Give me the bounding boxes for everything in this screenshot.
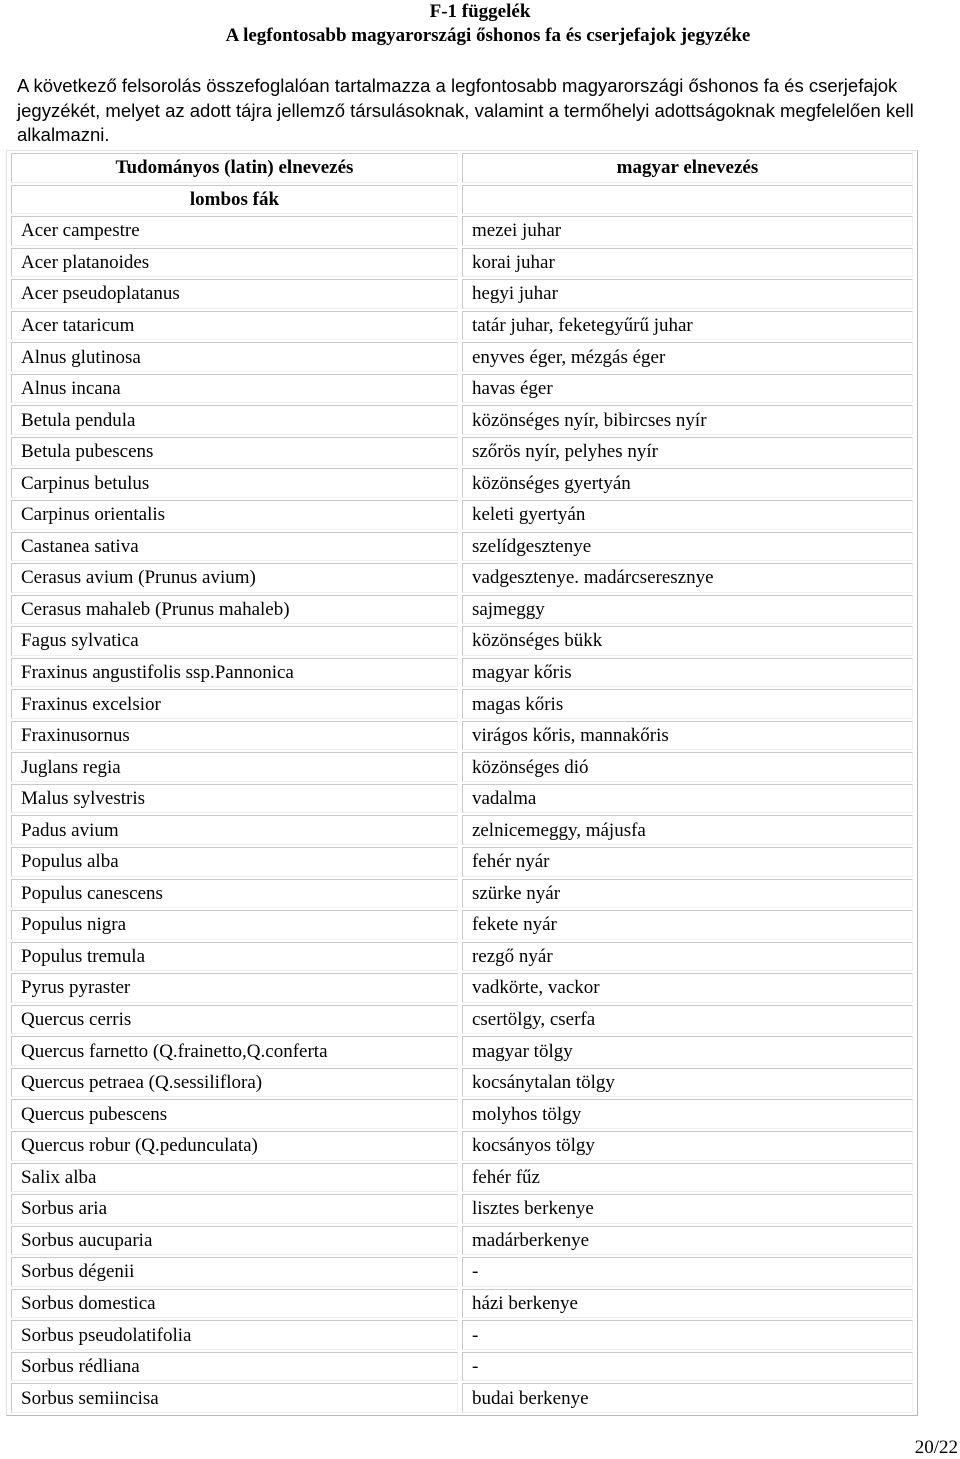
table-row	[11, 1383, 913, 1413]
latin-name-cell: Acer pseudoplatanus	[11, 279, 458, 309]
table-row	[11, 532, 913, 562]
table-row	[11, 1099, 913, 1129]
latin-name-cell: Populus tremula	[11, 942, 458, 972]
table-row	[11, 1289, 913, 1319]
latin-name-cell: Alnus incana	[11, 374, 458, 404]
latin-name-cell: Quercus pubescens	[11, 1099, 458, 1129]
intro-paragraph: A következő felsorolás összefoglalóan tartalmazza a legfontosabb magyarországi őshonos fa és cserjefajok jegyzékét, melyet az adott tájra jellemző társulásoknak, valamint a termőhelyi adottságoknak megfelelően kell alkalmazni.	[17, 75, 914, 145]
table-row	[11, 752, 913, 782]
table-row	[11, 1194, 913, 1224]
latin-name-cell: Fagus sylvatica	[11, 626, 458, 656]
latin-name-cell: Fraxinus excelsior	[11, 689, 458, 719]
latin-name-cell: Juglans regia	[11, 752, 458, 782]
table-row	[11, 847, 913, 877]
latin-name-cell: Betula pubescens	[11, 437, 458, 467]
hungarian-name-cell: mezei juhar	[462, 216, 913, 246]
latin-name-cell: Sorbus semiincisa	[11, 1383, 458, 1413]
hungarian-name-cell: havas éger	[462, 374, 913, 404]
latin-name-cell: Cerasus mahaleb (Prunus mahaleb)	[11, 595, 458, 625]
latin-name-cell: Acer platanoides	[11, 248, 458, 278]
table-row	[11, 1068, 913, 1098]
latin-name-cell: Populus nigra	[11, 910, 458, 940]
latin-name-cell: Salix alba	[11, 1163, 458, 1193]
column-header-hungarian: magyar elnevezés	[462, 153, 913, 183]
column-header-latin: Tudományos (latin) elnevezés	[11, 153, 458, 183]
hungarian-name-cell: kocsánytalan tölgy	[462, 1068, 913, 1098]
table-row	[11, 1005, 913, 1035]
latin-name-cell: Betula pendula	[11, 405, 458, 435]
hungarian-name-cell: zelnicemeggy, májusfa	[462, 815, 913, 845]
table-row	[11, 942, 913, 972]
table-row	[11, 973, 913, 1003]
table-row	[11, 405, 913, 435]
table-row	[11, 1352, 913, 1382]
hungarian-name-cell: -	[462, 1320, 913, 1350]
latin-name-cell: Quercus robur (Q.pedunculata)	[11, 1131, 458, 1161]
latin-name-cell: Sorbus aucuparia	[11, 1226, 458, 1256]
table-row	[11, 500, 913, 530]
latin-name-cell: Sorbus domestica	[11, 1289, 458, 1319]
table-row	[11, 879, 913, 909]
table-row	[11, 216, 913, 246]
latin-name-cell: Sorbus rédliana	[11, 1352, 458, 1382]
hungarian-name-cell: keleti gyertyán	[462, 500, 913, 530]
latin-name-cell: Carpinus betulus	[11, 468, 458, 498]
hungarian-name-cell: madárberkenye	[462, 1226, 913, 1256]
hungarian-name-cell: lisztes berkenye	[462, 1194, 913, 1224]
hungarian-name-cell: házi berkenye	[462, 1289, 913, 1319]
hungarian-name-cell: közönséges nyír, bibircses nyír	[462, 405, 913, 435]
document-title: F-1 függelék	[429, 1, 531, 22]
table-row	[11, 910, 913, 940]
group-label: lombos fák	[11, 185, 458, 215]
hungarian-name-cell: fehér fűz	[462, 1163, 913, 1193]
latin-name-cell: Acer campestre	[11, 216, 458, 246]
hungarian-name-cell: csertölgy, cserfa	[462, 1005, 913, 1035]
table-row	[11, 721, 913, 751]
latin-name-cell: Sorbus dégenii	[11, 1257, 458, 1287]
latin-name-cell: Quercus cerris	[11, 1005, 458, 1035]
latin-name-cell: Castanea sativa	[11, 532, 458, 562]
latin-name-cell: Populus canescens	[11, 879, 458, 909]
table-row	[11, 658, 913, 688]
latin-name-cell: Pyrus pyraster	[11, 973, 458, 1003]
latin-name-cell: Alnus glutinosa	[11, 342, 458, 372]
hungarian-name-cell: szürke nyár	[462, 879, 913, 909]
table-row	[11, 248, 913, 278]
hungarian-name-cell: sajmeggy	[462, 595, 913, 625]
group-row	[11, 185, 913, 215]
latin-name-cell: Sorbus aria	[11, 1194, 458, 1224]
hungarian-name-cell: budai berkenye	[462, 1383, 913, 1413]
hungarian-name-cell: virágos kőris, mannakőris	[462, 721, 913, 751]
table-row	[11, 1036, 913, 1066]
table-row	[11, 1226, 913, 1256]
species-table	[6, 150, 918, 1416]
table-row	[11, 311, 913, 341]
latin-name-cell: Padus avium	[11, 815, 458, 845]
hungarian-name-cell: molyhos tölgy	[462, 1099, 913, 1129]
table-header-row	[11, 153, 913, 183]
latin-name-cell: Quercus petraea (Q.sessiliflora)	[11, 1068, 458, 1098]
hungarian-name-cell: szelídgesztenye	[462, 532, 913, 562]
hungarian-name-cell: szőrös nyír, pelyhes nyír	[462, 437, 913, 467]
latin-name-cell: Carpinus orientalis	[11, 500, 458, 530]
table-row	[11, 342, 913, 372]
table-row	[11, 784, 913, 814]
latin-name-cell: Acer tataricum	[11, 311, 458, 341]
document-subtitle: A legfontosabb magyarországi őshonos fa és cserjefajok jegyzéke	[225, 25, 751, 46]
table-row	[11, 689, 913, 719]
table-row	[11, 1320, 913, 1350]
latin-name-cell: Quercus farnetto (Q.frainetto,Q.conferta	[11, 1036, 458, 1066]
hungarian-name-cell: magas kőris	[462, 689, 913, 719]
hungarian-name-cell: magyar tölgy	[462, 1036, 913, 1066]
page-number: 20/22	[914, 1437, 958, 1458]
latin-name-cell: Fraxinusornus	[11, 721, 458, 751]
hungarian-name-cell: korai juhar	[462, 248, 913, 278]
hungarian-name-cell: közönséges gyertyán	[462, 468, 913, 498]
latin-name-cell: Sorbus pseudolatifolia	[11, 1320, 458, 1350]
hungarian-name-cell: -	[462, 1352, 913, 1382]
hungarian-name-cell: -	[462, 1257, 913, 1287]
hungarian-name-cell: tatár juhar, feketegyűrű juhar	[462, 311, 913, 341]
table-row	[11, 437, 913, 467]
table-row	[11, 563, 913, 593]
hungarian-name-cell: rezgő nyár	[462, 942, 913, 972]
latin-name-cell: Malus sylvestris	[11, 784, 458, 814]
table-row	[11, 1163, 913, 1193]
latin-name-cell: Fraxinus angustifolis ssp.Pannonica	[11, 658, 458, 688]
hungarian-name-cell: közönséges dió	[462, 752, 913, 782]
hungarian-name-cell: kocsányos tölgy	[462, 1131, 913, 1161]
table-row	[11, 1257, 913, 1287]
hungarian-name-cell: vadgesztenye. madárcseresznye	[462, 563, 913, 593]
hungarian-name-cell: közönséges bükk	[462, 626, 913, 656]
hungarian-name-cell: vadalma	[462, 784, 913, 814]
hungarian-name-cell: vadkörte, vackor	[462, 973, 913, 1003]
latin-name-cell: Populus alba	[11, 847, 458, 877]
table-row	[11, 1131, 913, 1161]
latin-name-cell: Cerasus avium (Prunus avium)	[11, 563, 458, 593]
table-row	[11, 626, 913, 656]
hungarian-name-cell: enyves éger, mézgás éger	[462, 342, 913, 372]
hungarian-name-cell: fehér nyár	[462, 847, 913, 877]
table-row	[11, 468, 913, 498]
table-row	[11, 815, 913, 845]
group-empty-cell	[462, 185, 913, 215]
hungarian-name-cell: magyar kőris	[462, 658, 913, 688]
hungarian-name-cell: hegyi juhar	[462, 279, 913, 309]
table-row	[11, 374, 913, 404]
table-row	[11, 279, 913, 309]
table-row	[11, 595, 913, 625]
hungarian-name-cell: fekete nyár	[462, 910, 913, 940]
